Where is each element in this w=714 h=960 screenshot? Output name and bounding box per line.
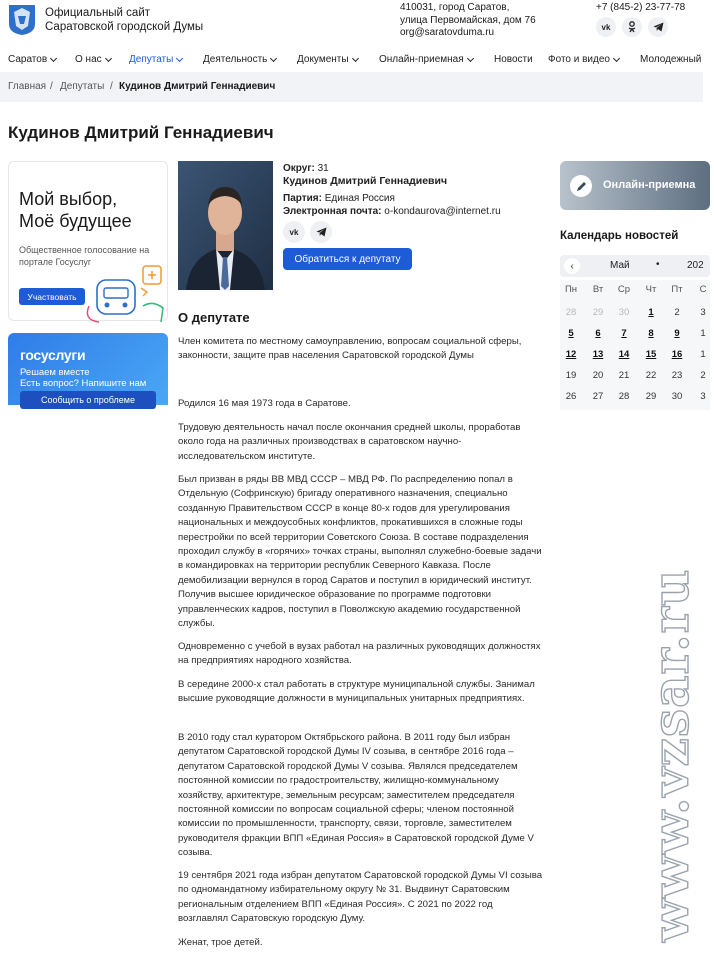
- calendar-day[interactable]: 7: [621, 328, 627, 339]
- nav-label: Новости: [494, 54, 533, 65]
- party-row: [283, 192, 501, 205]
- calendar-day[interactable]: 28: [565, 307, 577, 318]
- calendar-day[interactable]: 27: [592, 391, 604, 402]
- nav-label: Онлайн-приемная: [379, 54, 464, 65]
- calendar-weekday: Вт: [592, 284, 604, 295]
- ok-icon[interactable]: [622, 17, 642, 37]
- about-heading: О депутате: [178, 310, 250, 325]
- bio-paragraph: В 2010 году стал куратором Октябрьского района. В 2011 году был избран депутатом Саратовской городской Думы IV созыва, в сентябре 2016 года – депутатом Саратовской городской Думы V созыва. Являлся председателем постоянной комиссии по градостроительству, жилищно-коммунальному хозяйству, архитектуре, земельным ресурсам; заместителем председателя постоянной комиссии по вопросам социальной сферы; членом постоянной комиссии по промышленности, транспорту, связи, торговле, заместителем руководителя фракции ВПП «Единая Россия» в Саратовской городской Думе V созыва.: [178, 732, 534, 859]
- watermark: [612, 568, 712, 942]
- calendar-day[interactable]: 8: [648, 328, 654, 339]
- header-email[interactable]: org@saratovduma.ru: [400, 27, 495, 38]
- online-reception-label: Онлайн-приемна: [603, 179, 696, 191]
- nav-item-photo-video[interactable]: [548, 54, 619, 65]
- chevron-down-icon: [352, 54, 359, 61]
- gosuslugi-logo: госуслуги: [20, 347, 86, 363]
- address-line1: 410031, город Саратов,: [400, 2, 510, 13]
- nav-item-news[interactable]: [494, 54, 533, 65]
- calendar-separator: •: [656, 259, 660, 270]
- telegram-icon[interactable]: [648, 17, 668, 37]
- calendar-day[interactable]: 30: [671, 391, 683, 402]
- breadcrumb-separator: /: [50, 81, 53, 92]
- calendar-day[interactable]: 6: [595, 328, 601, 339]
- calendar-day[interactable]: 29: [645, 391, 657, 402]
- main-nav: [0, 52, 703, 70]
- bio-paragraph: Был призван в ряды ВВ МВД СССР – МВД РФ. По распределению попал в Отдельную (Софринскую) бригаду оперативного назначения, специально созданную Правительством СССР в конце 80-х годов для урегулирования национальных и междоусобных конфликтов, прокатившихся в сложные годы перестройки по всей территории Советского Союза. В составе подразделения проходил службу в «горячих» точках страны, выполнял служебно-боевые задачи в командировках на территории республик Северного Кавказа. После демобилизации вернулся в город Саратов и поступил в юридический институт. Получив высшее юридическое образование по программе подготовки управленческих кадров, поступил в Поволжскую академию государственной службы.: [178, 474, 542, 630]
- calendar-day[interactable]: 3: [700, 391, 706, 402]
- email-label: Электронная почта:: [283, 206, 382, 217]
- calendar-month[interactable]: Май: [610, 260, 630, 271]
- vote-banner[interactable]: [8, 161, 168, 321]
- calendar-day[interactable]: 16: [671, 349, 683, 360]
- calendar-weekday: С: [699, 284, 707, 295]
- contact-deputy-button[interactable]: Обратиться к депутату: [283, 248, 412, 270]
- calendar-grid: [560, 280, 710, 410]
- okrug-row: [283, 162, 501, 175]
- deputy-info: [283, 162, 501, 218]
- site-header: [0, 0, 703, 44]
- nav-item-online-reception[interactable]: [379, 54, 473, 65]
- calendar-year[interactable]: 202: [687, 260, 704, 271]
- bio-paragraph: Женат, трое детей.: [178, 937, 263, 948]
- calendar-day[interactable]: 14: [618, 349, 630, 360]
- chevron-down-icon: [176, 54, 183, 61]
- header-phone[interactable]: +7 (845-2) 23-77-78: [596, 2, 686, 13]
- nav-label: Фото и видео: [548, 54, 610, 65]
- pen-icon: [570, 175, 592, 197]
- nav-item-about[interactable]: [75, 54, 111, 65]
- vote-banner-heading: [19, 188, 132, 232]
- gosuslugi-banner[interactable]: [8, 333, 168, 405]
- nav-item-documents[interactable]: [297, 54, 358, 65]
- calendar-day[interactable]: 20: [592, 370, 604, 381]
- bio-paragraph: Родился 16 мая 1973 года в Саратове.: [178, 398, 351, 409]
- calendar-day[interactable]: 1: [700, 349, 706, 360]
- news-calendar-heading: Календарь новостей: [560, 230, 679, 242]
- vote-sub-line1: Общественное голосование на: [19, 245, 150, 255]
- telegram-icon[interactable]: [310, 221, 332, 243]
- nav-label: Документы: [297, 54, 349, 65]
- bio-paragraph: Член комитета по местному самоуправлению, вопросам социальной сферы, законности, защите прав населения Саратовской городской Думы: [178, 336, 522, 362]
- calendar-day[interactable]: 15: [645, 349, 657, 360]
- calendar-day[interactable]: 12: [565, 349, 577, 360]
- calendar-day[interactable]: 22: [645, 370, 657, 381]
- chevron-down-icon: [50, 54, 57, 61]
- report-problem-button[interactable]: Сообщить о проблеме: [20, 391, 156, 409]
- calendar-weekday: Чт: [645, 284, 657, 295]
- header-address: [400, 2, 536, 40]
- site-title[interactable]: [45, 6, 203, 34]
- site-title-line2: Саратовской городской Думы: [45, 21, 204, 33]
- deputy-email-link[interactable]: o-kondaurova@internet.ru: [384, 206, 501, 217]
- email-row: [283, 205, 501, 218]
- nav-label: О нас: [75, 54, 102, 65]
- gosuslugi-line1: Решаем вместе: [20, 367, 90, 378]
- calendar-day[interactable]: 19: [565, 370, 577, 381]
- breadcrumb-separator: /: [110, 81, 113, 92]
- vote-sub-line2: портале Госуслуг: [19, 257, 92, 267]
- chevron-left-icon[interactable]: ‹: [564, 258, 580, 274]
- party-value: Единая Россия: [324, 193, 395, 204]
- calendar-day[interactable]: 29: [592, 307, 604, 318]
- calendar-day[interactable]: 13: [592, 349, 604, 360]
- calendar-day[interactable]: 2: [674, 307, 680, 318]
- calendar-day[interactable]: 30: [618, 307, 630, 318]
- chevron-down-icon: [613, 54, 620, 61]
- nav-item-activity[interactable]: [203, 54, 276, 65]
- nav-item-youth[interactable]: [640, 54, 701, 65]
- calendar-day[interactable]: 21: [618, 370, 630, 381]
- breadcrumb-deputies[interactable]: Депутаты: [60, 81, 105, 92]
- chevron-down-icon: [105, 54, 112, 61]
- watermark-text: www.vzsar.ru: [641, 568, 700, 942]
- nav-label: Саратов: [8, 54, 48, 65]
- calendar-weekday: Пт: [671, 284, 683, 295]
- calendar-day[interactable]: 26: [565, 391, 577, 402]
- calendar-day[interactable]: 2: [700, 370, 706, 381]
- breadcrumb-current: Кудинов Дмитрий Геннадиевич: [119, 81, 276, 92]
- okrug-label: Округ:: [283, 163, 315, 174]
- site-logo[interactable]: [8, 4, 36, 36]
- nav-label: Деятельность: [203, 54, 268, 65]
- gosuslugi-line2: Есть вопрос? Напишите нам: [20, 378, 147, 389]
- calendar-month-bar: [560, 255, 710, 277]
- vk-icon[interactable]: vk: [283, 221, 305, 243]
- breadcrumb-home[interactable]: Главная: [8, 81, 47, 92]
- nav-label: Депутаты: [129, 54, 174, 65]
- calendar-day[interactable]: 23: [671, 370, 683, 381]
- calendar-day[interactable]: 1: [700, 328, 706, 339]
- calendar-weekday: Пн: [564, 284, 578, 295]
- calendar-day[interactable]: 9: [674, 328, 680, 339]
- chevron-down-icon: [270, 54, 277, 61]
- city-illustration-icon: [87, 262, 169, 322]
- bio-paragraph: Одновременно с учебой в вузах работал на различных руководящих должностях на предприятиях народного хозяйства.: [178, 641, 541, 667]
- breadcrumb: [0, 72, 703, 102]
- bio-paragraph: Трудовую деятельность начал после окончания средней школы, проработав около года на различных производствах в саратовском научно-исследовательском институте.: [178, 422, 521, 462]
- page-title: Кудинов Дмитрий Геннадиевич: [8, 123, 274, 142]
- site-title-line1: Официальный сайт: [45, 7, 151, 19]
- calendar-weekday: Ср: [617, 284, 631, 295]
- online-reception-banner[interactable]: [560, 161, 710, 210]
- vote-heading-line2: Моё будущее: [19, 211, 132, 231]
- bio-paragraph: В середине 2000-х стал работать в структуре муниципальной службы. Занимал высшие руководящие должности в муниципальных унитарных предприятиях.: [178, 679, 535, 705]
- participate-button[interactable]: Участвовать: [19, 288, 85, 305]
- party-label: Партия:: [283, 193, 322, 204]
- okrug-value: 31: [317, 163, 329, 174]
- calendar-day[interactable]: 5: [568, 328, 574, 339]
- vote-heading-line1: Мой выбор,: [19, 189, 118, 209]
- address-line2: улица Первомайская, дом 76: [400, 14, 536, 26]
- deputy-photo: [178, 161, 273, 290]
- calendar-day[interactable]: 1: [648, 307, 654, 318]
- calendar-day[interactable]: 28: [618, 391, 630, 402]
- deputy-name: Кудинов Дмитрий Геннадиевич: [283, 175, 448, 187]
- calendar-day[interactable]: 3: [700, 307, 706, 318]
- chevron-down-icon: [467, 54, 474, 61]
- vk-icon[interactable]: vk: [596, 17, 616, 37]
- bio-paragraph: 19 сентября 2021 года избран депутатом Саратовской городской Думы VI созыва по одномандатному избирательному округу № 31. Выдвинут Саратовским региональным отделением ВПП «Единая Россия». С 2021 по 2022 год возглавлял Саратовскую городскую Думу.: [178, 870, 543, 925]
- nav-item-saratov[interactable]: [8, 54, 56, 65]
- nav-item-deputies[interactable]: [129, 54, 182, 65]
- nav-label: Молодежный: [640, 54, 702, 65]
